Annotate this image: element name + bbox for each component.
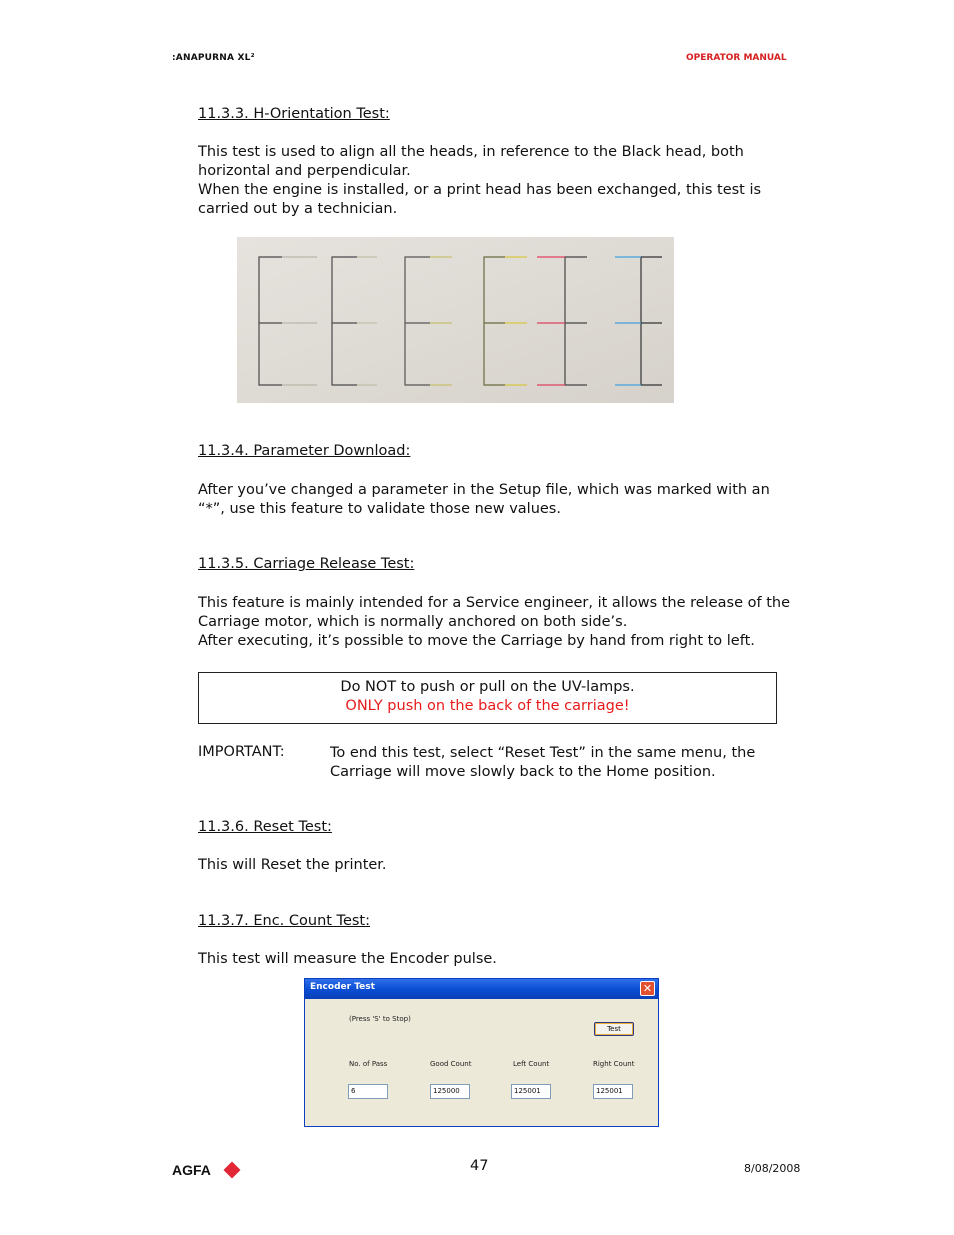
paragraph: This feature is mainly intended for a Service engineer, it allows the release of the Carriage motor, which is normally anchored on both side’s. [198,595,791,630]
agfa-logo-text: AGFA [172,1162,211,1178]
stop-hint: (Press 'S' to Stop) [349,1015,411,1023]
test-button[interactable]: Test [594,1022,634,1036]
paragraph: After executing, it’s possible to move the Carriage by hand from right to left. [198,633,755,649]
paragraph: When the engine is installed, or a print head has been exchanged, this test is carried out by a technician. [198,182,762,217]
section-heading-carriage-release: 11.3.5. Carriage Release Test: [198,556,415,572]
important-label: IMPORTANT: [198,744,285,760]
field-label-no-of-pass: No. of Pass [349,1060,388,1068]
header-product: :ANAPURNA XL² [172,53,255,63]
h-orientation-test-print-photo [237,237,674,403]
field-label-good-count: Good Count [430,1060,472,1068]
section-body-carriage-release [198,594,798,651]
close-icon[interactable]: ✕ [640,981,655,996]
warning-line: Do NOT to push or pull on the UV-lamps. [340,679,635,695]
paragraph: This test is used to align all the heads, in reference to the Black head, both horizontal and perpendicular. [198,144,744,179]
section-body-h-orientation [198,143,798,219]
left-count-field[interactable]: 125001 [511,1084,551,1099]
field-label-left-count: Left Count [513,1060,550,1068]
encoder-test-dialog [304,978,659,1127]
section-heading-reset-test: 11.3.6. Reset Test: [198,819,332,835]
section-body-parameter-download [198,481,798,519]
section-heading-h-orientation: 11.3.3. H-Orientation Test: [198,106,390,122]
dialog-title: Encoder Test [310,982,375,992]
good-count-field[interactable]: 125000 [430,1084,470,1099]
no-of-pass-field[interactable]: 6 [348,1084,388,1099]
header-doc-type: OPERATOR MANUAL [686,53,787,63]
warning-box [198,672,777,724]
warning-line-red: ONLY push on the back of the carriage! [345,698,630,714]
section-body-reset-test [198,856,798,875]
footer-date: 8/08/2008 [744,1162,801,1175]
right-count-field[interactable]: 125001 [593,1084,633,1099]
agfa-logo [172,1160,244,1184]
page-number: 47 [470,1158,489,1174]
section-body-enc-count [198,950,798,969]
section-heading-parameter-download: 11.3.4. Parameter Download: [198,443,411,459]
field-label-right-count: Right Count [593,1060,635,1068]
paragraph: This test will measure the Encoder pulse. [198,951,497,967]
dialog-titlebar [305,979,658,999]
important-text: To end this test, select “Reset Test” in the same menu, the Carriage will move slowly back to the Home position. [330,745,756,780]
paragraph: After you’ve changed a parameter in the Setup file, which was marked with an “*”, use this feature to validate those new values. [198,482,770,517]
section-heading-enc-count: 11.3.7. Enc. Count Test: [198,913,370,929]
paragraph: This will Reset the printer. [198,857,387,873]
